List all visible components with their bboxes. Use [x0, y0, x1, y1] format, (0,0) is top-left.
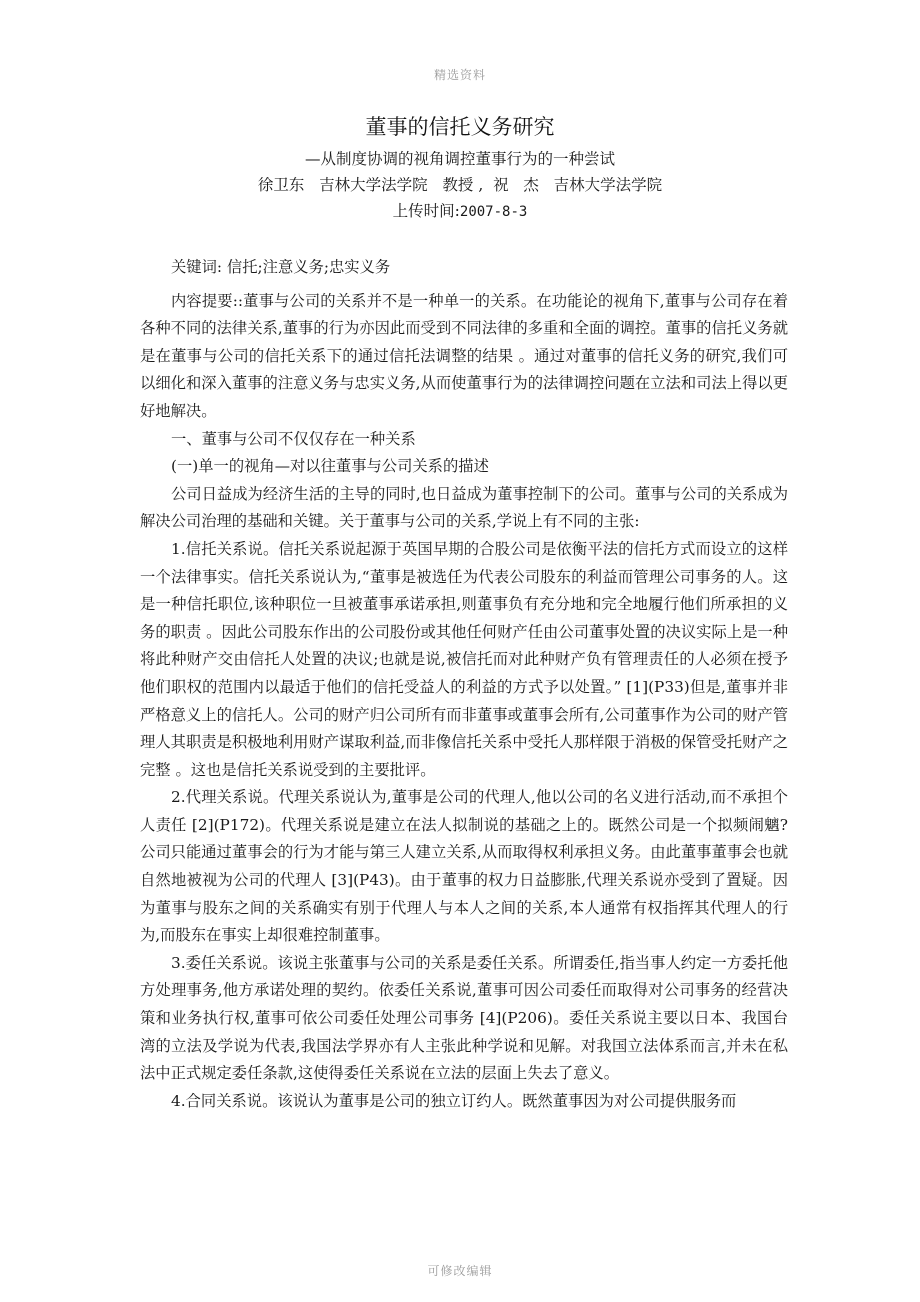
author-line: 徐卫东 吉林大学法学院 教授 , 祝 杰 吉林大学法学院: [257, 176, 663, 194]
keywords-line: 关键词: 信托;注意义务;忠实义务: [171, 258, 391, 276]
title-block: [140, 112, 780, 225]
body-paragraph: 公司日益成为经济生活的主导的同时,也日益成为董事控制下的公司。董事与公司的关系成为解决公司治理的基础和关键。关于董事与公司的关系,学说上有不同的主张:: [140, 484, 788, 531]
document-title: 董事的信托义务研究: [365, 115, 555, 139]
upload-time-label: 上传时间:: [392, 202, 460, 220]
section-heading: 一、董事与公司不仅仅存在一种关系: [171, 429, 416, 448]
page-header-note: 精选资料: [433, 68, 486, 82]
article-body: [140, 254, 788, 1115]
upload-time-value: 2007-8-3: [459, 204, 528, 220]
document-subtitle: —从制度协调的视角调控董事行为的一种尝试: [304, 150, 615, 168]
body-paragraph: 3.委任关系说。该说主张董事与公司的关系是委任关系。所谓委任,指当事人约定一方委托他方处理事务,他方承诺处理的契约。依委任关系说,董事可因公司委任而取得对公司事务的经营决策和业务执行权,董事可依公司委任处理公司事务 [4](P206)。委任关系说主要以日本、我国台湾的立法及学说为代表,我国法学界亦有人主张此种学说和见解。对我国立法体系而言,并未在私法中正式规定委任条款,这使得委任关系说在立法的层面上失去了意义。: [140, 953, 788, 1083]
abstract-paragraph: 内容提要::董事与公司的关系并不是一种单一的关系。在功能论的视角下,董事与公司存在着各种不同的法律关系,董事的行为亦因此而受到不同法律的多重和全面的调控。董事的信托义务就是在董事与公司的信托关系下的通过信托法调整的结果 。通过对董事的信托义务的研究,我们可以细化和深入董事的注意义务与忠实义务,从而使董事行为的法律调控问题在立法和司法上得以更好地解决。: [140, 291, 788, 420]
body-paragraph: 2.代理关系说。代理关系说认为,董事是公司的代理人,他以公司的名义进行活动,而不承担个人责任 [2](P172)。代理关系说是建立在法人拟制说的基础之上的。既然公司是一个拟频闹魑?公司只能通过董事会的行为才能与第三人建立关系,从而取得权利承担义务。由此董事董事会也就自然地被视为公司的代理人 [3](P43)。由于董事的权力日益膨胀,代理关系说亦受到了置疑。因为董事与股东之间的关系确实有别于代理人与本人之间的关系,本人通常有权指挥其代理人的行为,而股东在事实上却很难控制董事。: [140, 788, 788, 945]
upload-time: [140, 198, 780, 225]
page-footer-note: 可修改编辑: [427, 1264, 493, 1278]
body-paragraph: 4.合同关系说。该说认为董事是公司的独立订约人。既然董事因为对公司提供服务而: [171, 1091, 737, 1110]
body-paragraph: 1.信托关系说。信托关系说起源于英国早期的合股公司是依衡平法的信托方式而设立的这样一个法律事实。信托关系说认为,“董事是被选任为代表公司股东的利益而管理公司事务的人。这是一种信托职位,该种职位一旦被董事承诺承担,则董事负有充分地和完全地履行他们所承担的义务的职责 。因此公司股东作出的公司股份或其他任何财产任由公司董事处置的决议实际上是一种将此种财产交由信托人处置的决议;也就是说,被信托而对此种财产负有管理责任的人必须在授予他们职权的范围内以最适于他们的信托受益人的利益的方式予以处置。” [1](P33)但是,董事并非严格意义上的信托人。公司的财产归公司所有而非董事或董事会所有,公司董事作为公司的财产管理人其职责是积极地利用财产谋取利益,而非像信托关系中受托人那样限于消极的保管受托财产之完整 。这也是信托关系说受到的主要批评。: [140, 539, 788, 779]
subsection-heading: (一)单一的视角—对以往董事与公司关系的描述: [171, 457, 489, 476]
